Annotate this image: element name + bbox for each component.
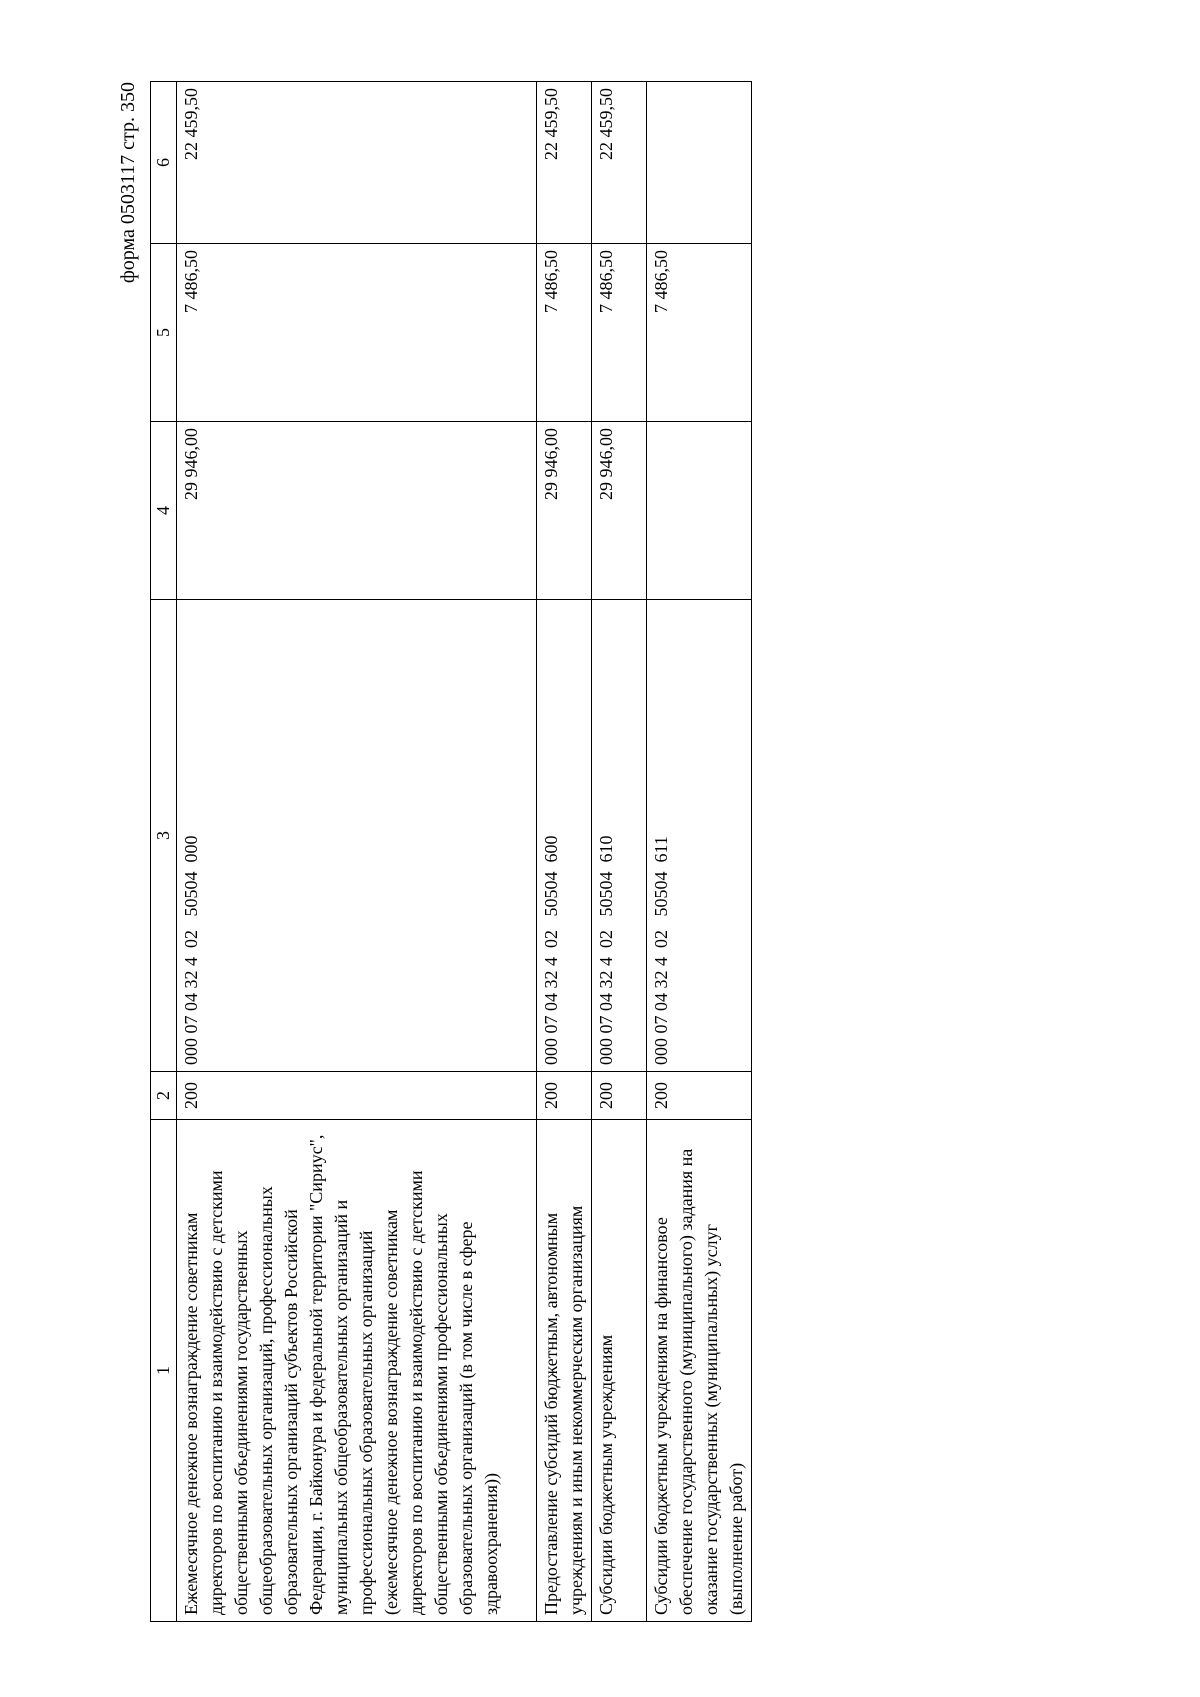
expense-name: Ежемесячное денежное вознаграждение советникам директоров по воспитанию и взаимодействию с детскими общественными объединениями государственных общеобразовательных организаций, профессиональных образовательных организаций субъектов Российской Федерации, г. Байконура и федеральной территории "Сириус", муниципальных общеобразовательных организаций и профессиональных образовательных организаций (ежемесячное денежное вознаграждение советникам директоров по воспитанию и взаимодействию с детскими общественными объединениями профессиональных образовательных организаций (в том числе в сфере здравоохранения)) (177, 1120, 537, 1622)
table-row (177, 82, 537, 1622)
expense-name: Предоставление субсидий бюджетным, автономным учреждениям и иным некоммерческим организациям (537, 1120, 592, 1622)
unexecuted-amount: 22 459,50 (592, 82, 647, 244)
approved-amount (647, 422, 752, 600)
executed-amount: 7 486,50 (592, 244, 647, 422)
rotated-report-sheet (115, 82, 775, 1622)
line-code: 200 (647, 1072, 752, 1120)
column-header: 5 (151, 244, 177, 422)
expense-name: Субсидии бюджетным учреждениям на финансовое обеспечение государственного (муниципального) задания на оказание государственных (муниципальных) услуг (выполнение работ) (647, 1120, 752, 1622)
report-table (150, 81, 752, 1622)
executed-amount: 7 486,50 (647, 244, 752, 422)
line-code: 200 (592, 1072, 647, 1120)
column-header: 6 (151, 82, 177, 244)
approved-amount: 29 946,00 (177, 422, 537, 600)
column-header: 1 (151, 1120, 177, 1622)
table-row (537, 82, 592, 1622)
executed-amount: 7 486,50 (537, 244, 592, 422)
unexecuted-amount: 22 459,50 (537, 82, 592, 244)
budget-classification-code: 000 07 04 32 4 02 50504 600 (537, 600, 592, 1072)
line-code: 200 (537, 1072, 592, 1120)
approved-amount: 29 946,00 (537, 422, 592, 600)
form-label: форма 0503117 стр. 350 (117, 82, 139, 284)
unexecuted-amount (647, 82, 752, 244)
column-header: 2 (151, 1072, 177, 1120)
budget-classification-code: 000 07 04 32 4 02 50504 611 (647, 600, 752, 1072)
executed-amount: 7 486,50 (177, 244, 537, 422)
unexecuted-amount: 22 459,50 (177, 82, 537, 244)
expense-name: Субсидии бюджетным учреждениям (592, 1120, 647, 1622)
column-header: 3 (151, 600, 177, 1072)
column-header: 4 (151, 422, 177, 600)
approved-amount: 29 946,00 (592, 422, 647, 600)
budget-classification-code: 000 07 04 32 4 02 50504 610 (592, 600, 647, 1072)
line-code: 200 (177, 1072, 537, 1120)
column-number-row (151, 82, 177, 1622)
table-row (647, 82, 752, 1622)
table-row (592, 82, 647, 1622)
budget-classification-code: 000 07 04 32 4 02 50504 000 (177, 600, 537, 1072)
